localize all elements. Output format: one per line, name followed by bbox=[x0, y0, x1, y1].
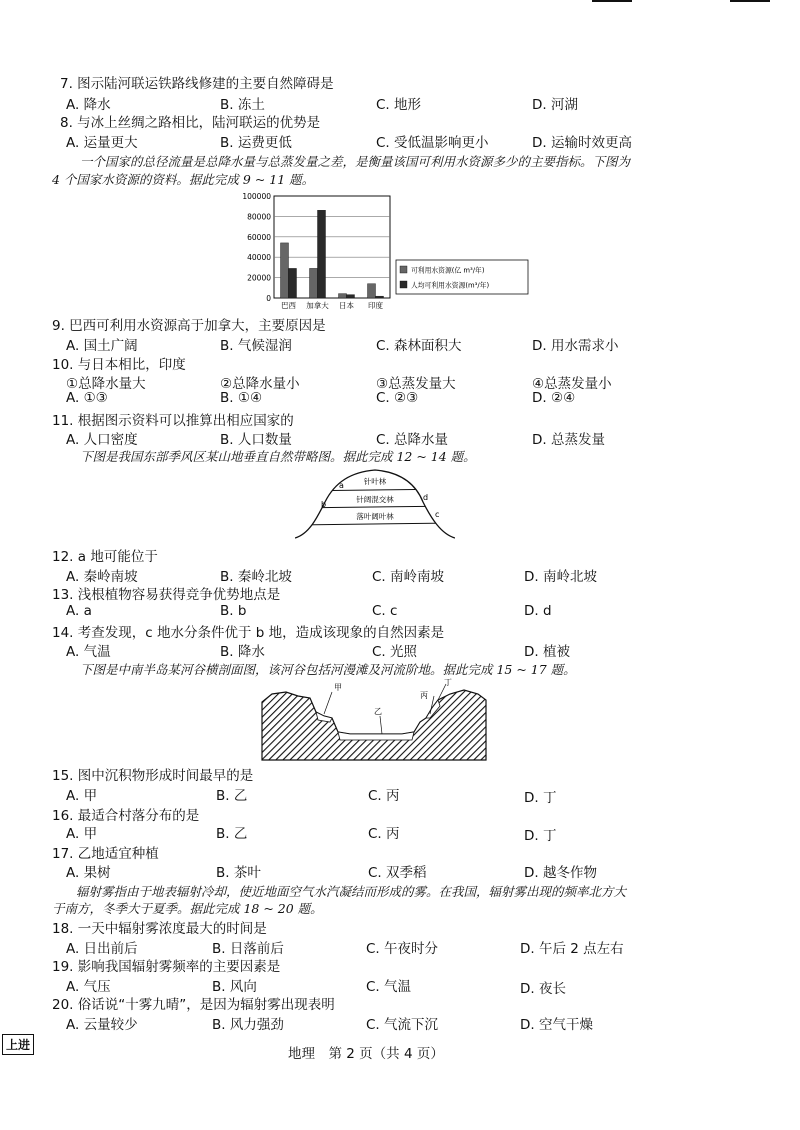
chart-ytick-label: 80000 bbox=[247, 212, 271, 222]
bar-per-capita-water bbox=[376, 296, 384, 298]
q19-option-c[interactable]: C. 气温 bbox=[366, 979, 412, 995]
q14-option-d[interactable]: D. 植被 bbox=[524, 644, 570, 660]
q9-option-d[interactable]: D. 用水需求小 bbox=[532, 338, 619, 354]
label-yi: 乙 bbox=[374, 707, 382, 716]
q17-option-b[interactable]: B. 茶叶 bbox=[216, 865, 261, 881]
q17-option-c[interactable]: C. 双季稻 bbox=[368, 865, 427, 881]
bar-available-water bbox=[310, 268, 318, 298]
page-footer: 地理 第 2 页（共 4 页） bbox=[288, 1046, 444, 1062]
q18-option-a[interactable]: A. 日出前后 bbox=[66, 941, 138, 957]
q9-stem: 9. 巴西可利用水资源高于加拿大，主要原因是 bbox=[52, 318, 326, 334]
q8-option-c[interactable]: C. 受低温影响更小 bbox=[376, 135, 489, 151]
q19-stem: 19. 影响我国辐射雾频率的主要因素是 bbox=[52, 959, 281, 975]
q10-option-d[interactable]: D. ②④ bbox=[532, 390, 576, 406]
q12-option-c[interactable]: C. 南岭南坡 bbox=[372, 569, 445, 585]
q16-option-b[interactable]: B. 乙 bbox=[216, 826, 248, 842]
bar-available-water bbox=[281, 243, 289, 298]
intro-9-11-line1: 一个国家的总径流量是总降水量与总蒸发量之差，是衡量该国可利用水资源多少的主要指标。下图为 bbox=[80, 154, 631, 169]
q19-option-b[interactable]: B. 风向 bbox=[212, 979, 257, 995]
band-label-conifer: 针叶林 bbox=[363, 477, 387, 486]
band-boundary-lower bbox=[295, 506, 455, 508]
scan-mark bbox=[730, 0, 770, 2]
bar-available-water bbox=[368, 284, 376, 298]
q14-option-c[interactable]: C. 光照 bbox=[372, 644, 418, 660]
q16-option-d[interactable]: D. 丁 bbox=[524, 828, 557, 844]
q13-option-d[interactable]: D. d bbox=[524, 603, 552, 619]
q13-option-a[interactable]: A. a bbox=[66, 603, 92, 619]
band-boundary-base bbox=[295, 523, 455, 525]
q12-option-b[interactable]: B. 秦岭北坡 bbox=[220, 569, 292, 585]
band-label-mixed: 针阔混交林 bbox=[356, 495, 394, 504]
point-c: c bbox=[435, 510, 440, 519]
q15-option-b[interactable]: B. 乙 bbox=[216, 788, 248, 804]
point-d: d bbox=[423, 493, 429, 502]
legend-label: 人均可利用水资源(m³/年) bbox=[411, 281, 490, 290]
q10-stem: 10. 与日本相比，印度 bbox=[52, 357, 186, 373]
q20-option-b[interactable]: B. 风力强劲 bbox=[212, 1017, 284, 1033]
q13-option-b[interactable]: B. b bbox=[220, 603, 247, 619]
q7-option-c[interactable]: C. 地形 bbox=[376, 97, 422, 113]
q9-option-a[interactable]: A. 国土广阔 bbox=[66, 338, 138, 354]
q16-stem: 16. 最适合村落分布的是 bbox=[52, 808, 200, 824]
q10-option-a[interactable]: A. ①③ bbox=[66, 390, 108, 406]
point-a: a bbox=[339, 481, 344, 490]
q14-stem: 14. 考查发现，c 地水分条件优于 b 地，造成该现象的自然因素是 bbox=[52, 625, 445, 641]
q11-option-a[interactable]: A. 人口密度 bbox=[66, 432, 138, 448]
publisher-tag: 上进 bbox=[2, 1034, 34, 1055]
point-b: b bbox=[321, 500, 327, 509]
q7-option-d[interactable]: D. 河湖 bbox=[532, 97, 578, 113]
q9-option-b[interactable]: B. 气候湿润 bbox=[220, 338, 292, 354]
q17-stem: 17. 乙地适宜种植 bbox=[52, 846, 159, 862]
intro-9-11-line2: 4 个国家水资源的资料。据此完成 9 ~ 11 题。 bbox=[52, 172, 315, 187]
q12-option-a[interactable]: A. 秦岭南坡 bbox=[66, 569, 138, 585]
q18-option-b[interactable]: B. 日落前后 bbox=[212, 941, 284, 957]
legend-swatch bbox=[400, 281, 407, 288]
legend-label: 可利用水资源(亿 m³/年) bbox=[411, 266, 485, 275]
q13-stem: 13. 浅根植物容易获得竞争优势地点是 bbox=[52, 587, 281, 603]
intro-12-14: 下图是我国东部季风区某山地垂直自然带略图。据此完成 12 ~ 14 题。 bbox=[80, 449, 476, 464]
q10-item-3: ③总蒸发量大 bbox=[376, 376, 456, 392]
label-jia: 甲 bbox=[334, 683, 342, 692]
chart-category-label: 日本 bbox=[339, 301, 354, 310]
q15-option-c[interactable]: C. 丙 bbox=[368, 788, 400, 804]
intro-18-20-line1: 辐射雾指由于地表辐射冷却，使近地面空气水汽凝结而形成的雾。在我国，辐射雾出现的频率北方大 bbox=[76, 884, 627, 899]
chart-ytick-label: 100000 bbox=[242, 192, 271, 201]
q11-stem: 11. 根据图示资料可以推算出相应国家的 bbox=[52, 413, 294, 429]
q10-item-4: ④总蒸发量小 bbox=[532, 376, 612, 392]
intro-18-20-line2: 于南方，冬季大于夏季。据此完成 18 ~ 20 题。 bbox=[52, 901, 323, 916]
band-boundary-upper bbox=[295, 489, 455, 491]
q20-option-a[interactable]: A. 云量较少 bbox=[66, 1017, 138, 1033]
q14-option-b[interactable]: B. 降水 bbox=[220, 644, 265, 660]
q17-option-a[interactable]: A. 果树 bbox=[66, 865, 111, 881]
valley-cross-section bbox=[258, 678, 490, 764]
bar-per-capita-water bbox=[318, 210, 326, 298]
q20-option-d[interactable]: D. 空气干燥 bbox=[520, 1017, 593, 1033]
mountain-zonation-diagram bbox=[295, 462, 455, 540]
label-ding: 丁 bbox=[444, 678, 452, 687]
q11-option-b[interactable]: B. 人口数量 bbox=[220, 432, 292, 448]
label-bing: 丙 bbox=[420, 691, 428, 700]
q10-option-b[interactable]: B. ①④ bbox=[220, 390, 263, 406]
floodplain bbox=[338, 732, 414, 740]
q18-option-c[interactable]: C. 午夜时分 bbox=[366, 941, 439, 957]
q18-stem: 18. 一天中辐射雾浓度最大的时间是 bbox=[52, 921, 267, 937]
q20-option-c[interactable]: C. 气流下沉 bbox=[366, 1017, 439, 1033]
q15-option-d[interactable]: D. 丁 bbox=[524, 790, 557, 806]
legend-swatch bbox=[400, 266, 407, 273]
q11-option-d[interactable]: D. 总蒸发量 bbox=[532, 432, 605, 448]
q15-option-a[interactable]: A. 甲 bbox=[66, 788, 98, 804]
q19-option-a[interactable]: A. 气压 bbox=[66, 979, 111, 995]
band-label-deciduous: 落叶阔叶林 bbox=[356, 512, 394, 521]
q10-item-1: ①总降水量大 bbox=[66, 376, 146, 392]
scan-mark bbox=[592, 0, 632, 2]
chart-category-label: 印度 bbox=[368, 301, 383, 310]
chart-ytick-label: 60000 bbox=[247, 232, 271, 242]
q12-stem: 12. a 地可能位于 bbox=[52, 549, 158, 565]
bar-available-water bbox=[339, 294, 347, 298]
q13-option-c[interactable]: C. c bbox=[372, 603, 398, 619]
chart-category-label: 加拿大 bbox=[306, 301, 329, 310]
water-resources-chart bbox=[230, 186, 530, 314]
chart-category-label: 巴西 bbox=[281, 301, 296, 310]
valley-hatched-rock bbox=[262, 690, 486, 760]
bar-per-capita-water bbox=[347, 295, 355, 298]
q16-option-c[interactable]: C. 丙 bbox=[368, 826, 400, 842]
q12-option-d[interactable]: D. 南岭北坡 bbox=[524, 569, 597, 585]
q8-option-d[interactable]: D. 运输时效更高 bbox=[532, 135, 632, 151]
q7-option-a[interactable]: A. 降水 bbox=[66, 97, 111, 113]
q19-option-d[interactable]: D. 夜长 bbox=[520, 981, 566, 997]
q8-stem: 8. 与冰上丝绸之路相比，陆河联运的优势是 bbox=[60, 115, 321, 131]
q16-option-a[interactable]: A. 甲 bbox=[66, 826, 98, 842]
q11-option-c[interactable]: C. 总降水量 bbox=[376, 432, 449, 448]
q15-stem: 15. 图中沉积物形成时间最早的是 bbox=[52, 768, 254, 784]
q17-option-d[interactable]: D. 越冬作物 bbox=[524, 865, 597, 881]
chart-ytick-label: 0 bbox=[266, 294, 271, 303]
q10-item-2: ②总降水量小 bbox=[220, 376, 300, 392]
q8-option-b[interactable]: B. 运费更低 bbox=[220, 135, 292, 151]
q9-option-c[interactable]: C. 森林面积大 bbox=[376, 338, 462, 354]
chart-ytick-label: 20000 bbox=[247, 273, 271, 283]
bar-per-capita-water bbox=[289, 268, 297, 298]
intro-15-17: 下图是中南半岛某河谷横剖面图，该河谷包括河漫滩及河流阶地。据此完成 15 ~ 17 题。 bbox=[80, 662, 576, 677]
q14-option-a[interactable]: A. 气温 bbox=[66, 644, 111, 660]
q18-option-d[interactable]: D. 午后 2 点左右 bbox=[520, 941, 624, 957]
q10-option-c[interactable]: C. ②③ bbox=[376, 390, 419, 406]
chart-ytick-label: 40000 bbox=[247, 253, 271, 263]
q8-option-a[interactable]: A. 运量更大 bbox=[66, 135, 138, 151]
q7-option-b[interactable]: B. 冻土 bbox=[220, 97, 265, 113]
q20-stem: 20. 俗话说“十雾九晴”，是因为辐射雾出现表明 bbox=[52, 997, 335, 1013]
q7-stem: 7. 图示陆河联运铁路线修建的主要自然障碍是 bbox=[60, 76, 334, 92]
